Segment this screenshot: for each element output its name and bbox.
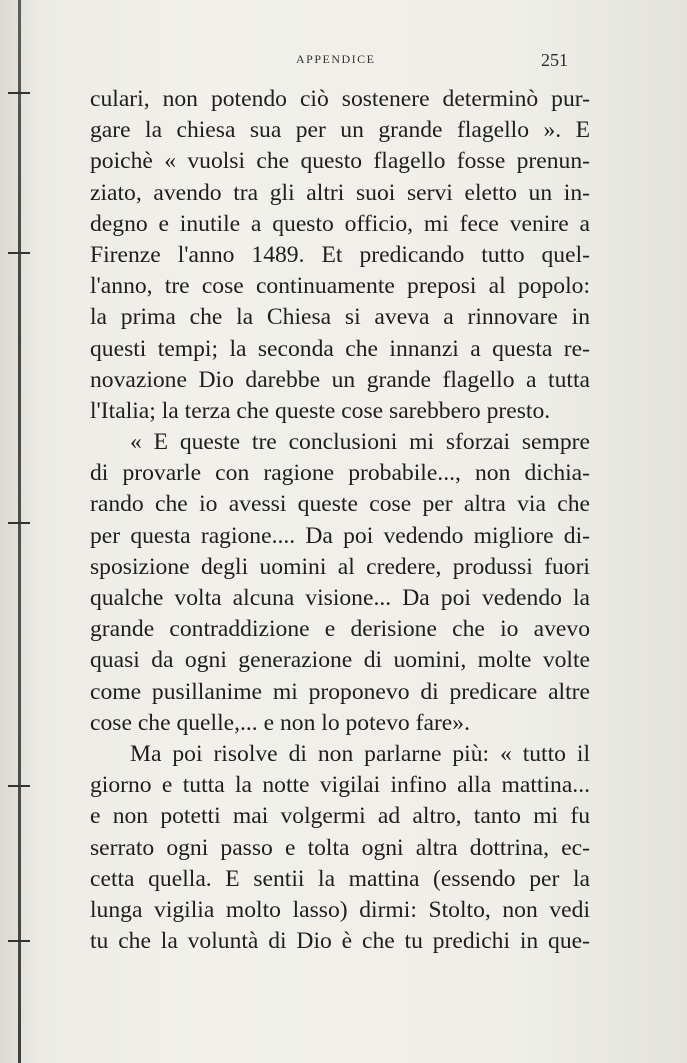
text-line: ziato, avendo tra gli altri suoi servi eletto un in- xyxy=(90,179,590,206)
text-line: per questa ragione.... Da poi vedendo migliore di- xyxy=(90,522,590,549)
text-line: l'Italia; la terza che queste cose sarebbero presto. xyxy=(90,397,551,424)
text-line: lunga vigilia molto lasso) dirmi: Stolto, non vedi xyxy=(90,896,590,923)
text-line: serrato ogni passo e tolta ogni altra dottrina, ec- xyxy=(90,834,590,861)
text-line: cetta quella. E sentii la mattina (essendo per la xyxy=(90,865,590,892)
binding-edge xyxy=(18,0,21,1063)
running-head: APPENDICE xyxy=(296,52,376,66)
text-line: Firenze l'anno 1489. Et predicando tutto quel- xyxy=(90,241,590,268)
text-line: culari, non potendo ciò sostenere determinò pur- xyxy=(90,86,590,112)
text-line: questi tempi; la seconda che innanzi a questa re- xyxy=(90,335,590,362)
text-line: degno e inutile a questo officio, mi fece venire a xyxy=(90,210,590,237)
text-line: novazione Dio darebbe un grande flagello a tutta xyxy=(90,366,590,393)
binding-thread-mark xyxy=(8,940,30,942)
text-line: Ma poi risolve di non parlarne più: « tutto il xyxy=(130,740,590,767)
text-line: giorno e tutta la notte vigilai infino alla mattina... xyxy=(90,772,590,799)
text-line: « E queste tre conclusioni mi sforzai sempre xyxy=(130,429,590,456)
text-line: di provarle con ragione probabile..., non dichia- xyxy=(90,460,590,487)
binding-thread-mark xyxy=(8,522,30,524)
text-line: sposizione degli uomini al credere, produssi fuori xyxy=(90,553,590,580)
text-line: la prima che la Chiesa si aveva a rinnovare in xyxy=(90,304,590,331)
binding-thread-mark xyxy=(8,92,30,94)
text-line: e non potetti mai volgermi ad altro, tanto mi fu xyxy=(90,803,590,830)
text-line: poichè « vuolsi che questo flagello fosse prenun- xyxy=(90,148,590,175)
body-text xyxy=(90,84,590,957)
page-header xyxy=(96,50,576,72)
binding-thread-mark xyxy=(8,785,30,787)
text-line: l'anno, tre cose continuamente preposi al popolo: xyxy=(90,273,590,300)
text-line: gare la chiesa sua per un grande flagello ». E xyxy=(90,117,590,144)
text-line: cose che quelle,... e non lo potevo fare». xyxy=(90,709,470,736)
text-line: come pusillanime mi proponevo di predicare altre xyxy=(90,678,590,705)
text-line: rando che io avessi queste cose per altra via che xyxy=(90,491,590,518)
text-line: quasi da ogni generazione di uomini, molte volte xyxy=(90,647,590,674)
text-line: qualche volta alcuna visione... Da poi vedendo la xyxy=(90,585,590,611)
binding-thread-mark xyxy=(8,252,30,254)
text-line: tu che la voluntà di Dio è che tu predichi in que- xyxy=(90,928,590,955)
text-line: grande contraddizione e derisione che io avevo xyxy=(90,616,590,643)
page-number: 251 xyxy=(541,50,568,70)
